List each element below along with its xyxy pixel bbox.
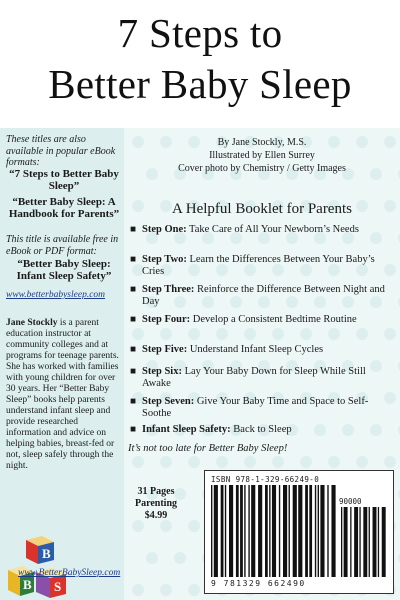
- background-dot: [272, 456, 284, 468]
- step-text: Learn the Differences Between Your Baby’s Cries: [142, 254, 375, 277]
- block-top: [26, 536, 54, 564]
- author-bio-name: Jane Stockly: [6, 318, 58, 328]
- step-label: Step One:: [142, 224, 187, 235]
- barcode-bar: [354, 507, 358, 577]
- background-dot: [188, 584, 200, 596]
- block-letter-s-right: S: [54, 579, 62, 594]
- free-title: “Better Baby Sleep: Infant Sleep Safety”: [16, 258, 112, 282]
- background-dot: [328, 328, 340, 340]
- step-text: Back to Sleep: [230, 424, 292, 435]
- category: Parenting: [134, 498, 178, 509]
- ebook-title-2: “Better Baby Sleep: A Handbook for Parents”: [8, 196, 120, 220]
- barcode-bar: [248, 485, 249, 577]
- background-dot: [300, 456, 312, 468]
- barcode-bar: [382, 507, 386, 577]
- bullet-icon: ■: [130, 314, 137, 325]
- background-dot: [272, 328, 284, 340]
- illustrator-credit: Illustrated by Ellen Surrey: [209, 150, 315, 161]
- barcode-bar: [344, 507, 348, 577]
- background-dot: [216, 456, 228, 468]
- barcode-bar: [363, 507, 367, 577]
- barcode-bar: [240, 485, 243, 577]
- background-dot: [132, 456, 144, 468]
- barcode-bar: [289, 485, 290, 577]
- bullet-icon: ■: [130, 396, 137, 407]
- background-dot: [384, 328, 396, 340]
- background-dot: [132, 328, 144, 340]
- list-item: [130, 314, 392, 326]
- background-dot: [132, 584, 144, 596]
- barcode-bar: [293, 485, 297, 577]
- background-dot: [328, 456, 340, 468]
- background-dot: [356, 456, 368, 468]
- photo-credit: Cover photo by Chemistry / Getty Images: [178, 163, 346, 174]
- title-block: [0, 0, 400, 128]
- list-item: [130, 366, 392, 390]
- barcode-bar: [331, 485, 335, 577]
- barcode-bar: [283, 485, 287, 577]
- barcode-bar: [258, 485, 262, 577]
- website-link-bottom[interactable]: www.BetterBabySleep.com: [18, 568, 121, 578]
- block-letter-b-left: B: [23, 577, 32, 592]
- barcode-bar: [369, 507, 370, 577]
- title-line-1: 7 Steps to: [117, 10, 283, 56]
- barcode-bar: [350, 507, 351, 577]
- barcode-bar: [341, 507, 342, 577]
- barcode-bar: [315, 485, 316, 577]
- supplement-number: 90000: [339, 497, 362, 506]
- barcode-bar: [214, 485, 218, 577]
- barcode-bar: [378, 507, 379, 577]
- list-item: [130, 424, 392, 436]
- right-panel: [124, 128, 400, 600]
- barcode-bar: [211, 485, 212, 577]
- barcode-bar: [269, 485, 270, 577]
- booklet-heading: A Helpful Booklet for Parents: [172, 201, 352, 217]
- background-dot: [160, 328, 172, 340]
- step-text: Lay Your Baby Down for Sleep While Still Awake: [142, 366, 366, 389]
- step-text: Take Care of All Your Newborn’s Needs: [186, 224, 359, 235]
- barcode-bars: [211, 485, 337, 579]
- bullet-icon: ■: [130, 224, 137, 235]
- supplement-barcode-bars: [341, 507, 387, 579]
- step-label: Step Four:: [142, 314, 191, 325]
- step-label: Step Seven:: [142, 396, 195, 407]
- price-amount: $4.99: [144, 510, 168, 521]
- barcode-bar: [244, 485, 245, 577]
- website-link[interactable]: www.betterbabysleep.com: [6, 290, 106, 300]
- background-dot: [174, 552, 186, 564]
- barcode-bar: [309, 485, 312, 577]
- bullet-icon: ■: [130, 254, 137, 265]
- bullet-icon: ■: [130, 424, 137, 435]
- list-item: [130, 224, 392, 236]
- author-bio-text: is a parent education instructor at community colleges and at programs for teenage parents. She has worked with families with young children for over 30 years. Her “Better Baby Sleep” books help parents understand infant sleep and provide researched information and advice on helping babies, breast-fed or not, sleep safely through the night.: [6, 318, 119, 471]
- list-item: [130, 396, 392, 420]
- background-dot: [384, 456, 396, 468]
- barcode-bar: [265, 485, 268, 577]
- list-item: [130, 344, 392, 356]
- ebook-title-1: “7 Steps to Better Baby Sleep”: [9, 168, 119, 192]
- isbn-barcode: [204, 470, 394, 594]
- step-text: Develop a Consistent Bedtime Routine: [190, 314, 357, 325]
- barcode-bar: [305, 485, 308, 577]
- step-label: Infant Sleep Safety:: [142, 424, 231, 435]
- block-letter-b-top: B: [42, 546, 51, 561]
- list-item: [130, 254, 392, 278]
- background-dot: [244, 456, 256, 468]
- background-dot: [160, 584, 172, 596]
- background-dot: [356, 328, 368, 340]
- step-text: Reinforce the Difference Between Night and Day: [142, 284, 385, 307]
- step-text: Understand Infant Sleep Cycles: [187, 344, 324, 355]
- ebook-availability-note: These titles are also available in popular eBook formats:: [6, 134, 116, 168]
- step-label: Step Six:: [142, 366, 182, 377]
- free-title-note: This title is available free in eBook or PDF format:: [6, 234, 119, 257]
- left-panel: [0, 128, 124, 600]
- author-bio: [6, 318, 122, 472]
- bullet-icon: ■: [130, 284, 137, 295]
- barcode-bar: [318, 485, 319, 577]
- barcode-bar: [373, 507, 377, 577]
- page-count: 31 Pages: [137, 486, 175, 497]
- background-dot: [244, 328, 256, 340]
- barcode-bar: [279, 485, 280, 577]
- bullet-icon: ■: [130, 344, 137, 355]
- barcode-bar: [229, 485, 233, 577]
- list-item: [130, 284, 392, 308]
- title-line-2: Better Baby Sleep: [48, 61, 352, 107]
- background-dot: [188, 456, 200, 468]
- bullet-icon: ■: [130, 366, 137, 377]
- step-label: Step Two:: [142, 254, 187, 265]
- background-dot: [146, 552, 158, 564]
- step-label: Step Five:: [142, 344, 188, 355]
- background-dot: [188, 520, 200, 532]
- barcode-bar: [236, 485, 239, 577]
- tagline: It’s not too late for Better Baby Sleep!: [128, 443, 288, 454]
- background-dot: [300, 328, 312, 340]
- barcode-bar: [221, 485, 224, 577]
- barcode-bar: [272, 485, 276, 577]
- barcode-bar: [359, 507, 360, 577]
- author-credit: By Jane Stockly, M.S.: [217, 137, 307, 148]
- barcode-bar: [251, 485, 255, 577]
- background-dot: [216, 328, 228, 340]
- step-text: Give Your Baby Time and Space to Self-Soothe: [142, 396, 369, 419]
- isbn-number: ISBN 978-1-329-66249-0: [211, 475, 320, 484]
- barcode-bar: [298, 485, 302, 577]
- barcode-bar: [225, 485, 226, 577]
- step-label: Step Three:: [142, 284, 195, 295]
- background-dot: [188, 328, 200, 340]
- price-box: [124, 486, 188, 522]
- barcode-bar: [320, 485, 324, 577]
- ean-number: 9 781329 662490: [211, 579, 306, 588]
- background-dot: [160, 456, 172, 468]
- barcode-bar: [327, 485, 328, 577]
